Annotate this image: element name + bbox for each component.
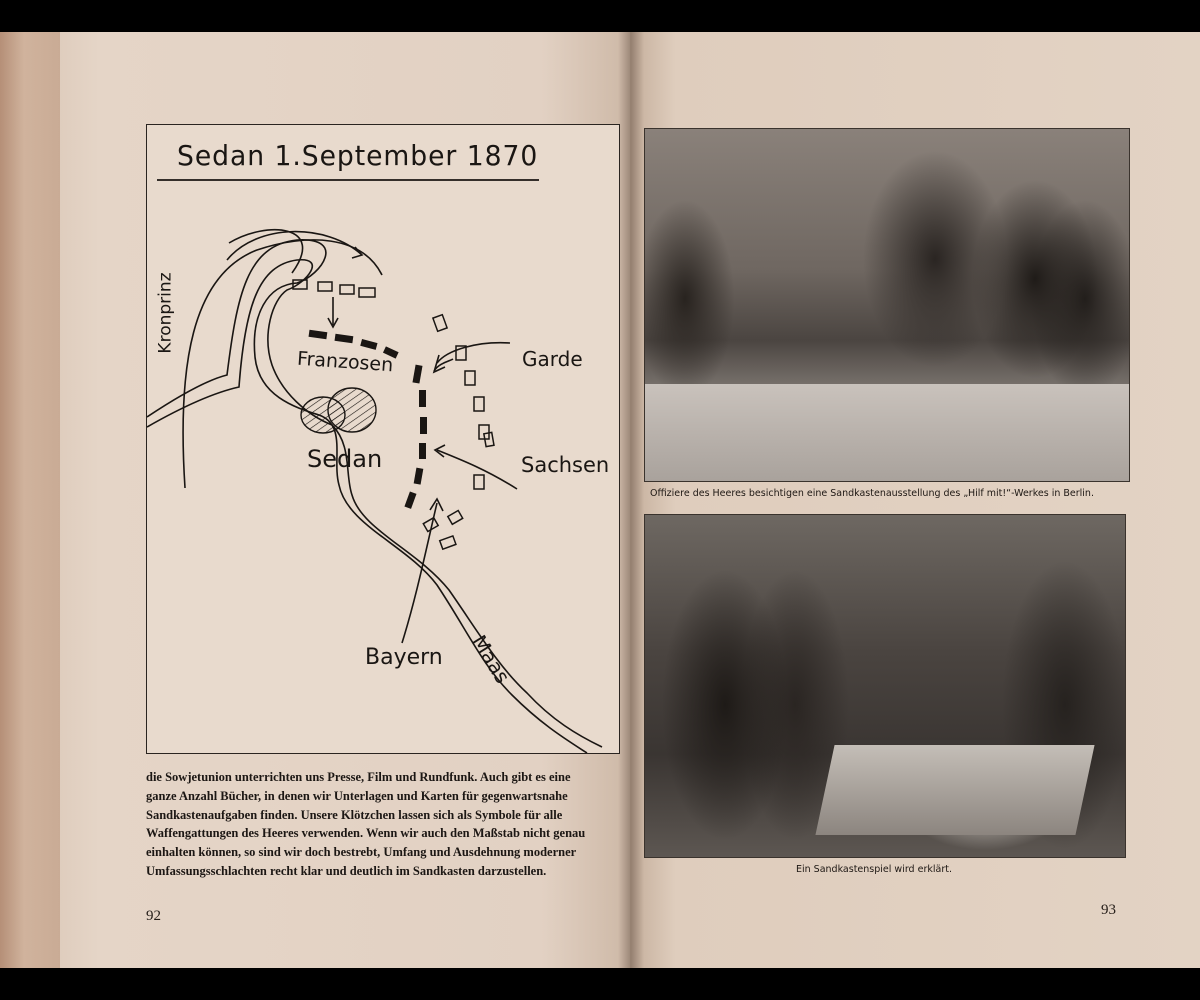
body-line: Umfassungsschlachten recht klar und deutlich im Sandkasten darzustellen. bbox=[146, 863, 547, 878]
body-line: einhalten können, so sind wir doch bestrebt, Umfang und Ausdehnung moderner bbox=[146, 845, 577, 860]
river-maas bbox=[147, 240, 602, 753]
photo-officers-sandbox-exhibition bbox=[644, 128, 1130, 482]
book-edge bbox=[0, 32, 60, 968]
label-maas: Maas bbox=[466, 630, 515, 688]
label-bayern: Bayern bbox=[365, 645, 443, 670]
body-line: die Sowjetunion unterrichten uns Presse, Film und Rundfunk. Auch gibt es eine bbox=[146, 770, 571, 784]
sandbox-table bbox=[645, 384, 1129, 481]
photo-bottom-caption: Ein Sandkastenspiel wird erklärt. bbox=[796, 864, 952, 875]
page-number-left: 92 bbox=[146, 908, 161, 924]
sedan-fortress-east bbox=[328, 388, 376, 432]
label-sedan: Sedan bbox=[307, 445, 383, 473]
photo-sandbox-game-explained bbox=[644, 514, 1126, 858]
body-line: Waffengattungen des Heeres verwenden. Wenn wir auch den Maßstab nicht genau bbox=[146, 826, 586, 841]
body-line: ganze Anzahl Bücher, in denen wir Unterlagen und Karten für gegenwartsnahe bbox=[146, 788, 568, 803]
photo-top-caption: Offiziere des Heeres besichtigen eine Sandkastenausstellung des „Hilf mit!“-Werkes in Berlin. bbox=[650, 488, 1094, 499]
body-paragraph bbox=[146, 768, 628, 881]
sedan-battle-map bbox=[146, 124, 620, 754]
garde-arrows bbox=[434, 343, 510, 372]
page-number-right: 93 bbox=[1101, 902, 1116, 918]
body-line: Sandkastenaufgaben finden. Unsere Klötzchen lassen sich als Symbole für alle bbox=[146, 807, 563, 822]
sachsen-arrows bbox=[435, 445, 517, 489]
label-kronprinz: Kronprinz bbox=[155, 272, 176, 354]
label-sachsen: Sachsen bbox=[521, 453, 610, 477]
sandbox-table bbox=[815, 745, 1094, 835]
bayern-arrows bbox=[402, 499, 443, 643]
map-title: Sedan 1.September 1870 bbox=[177, 139, 539, 172]
label-garde: Garde bbox=[522, 347, 583, 371]
label-franzosen: Franzosen bbox=[296, 347, 394, 377]
